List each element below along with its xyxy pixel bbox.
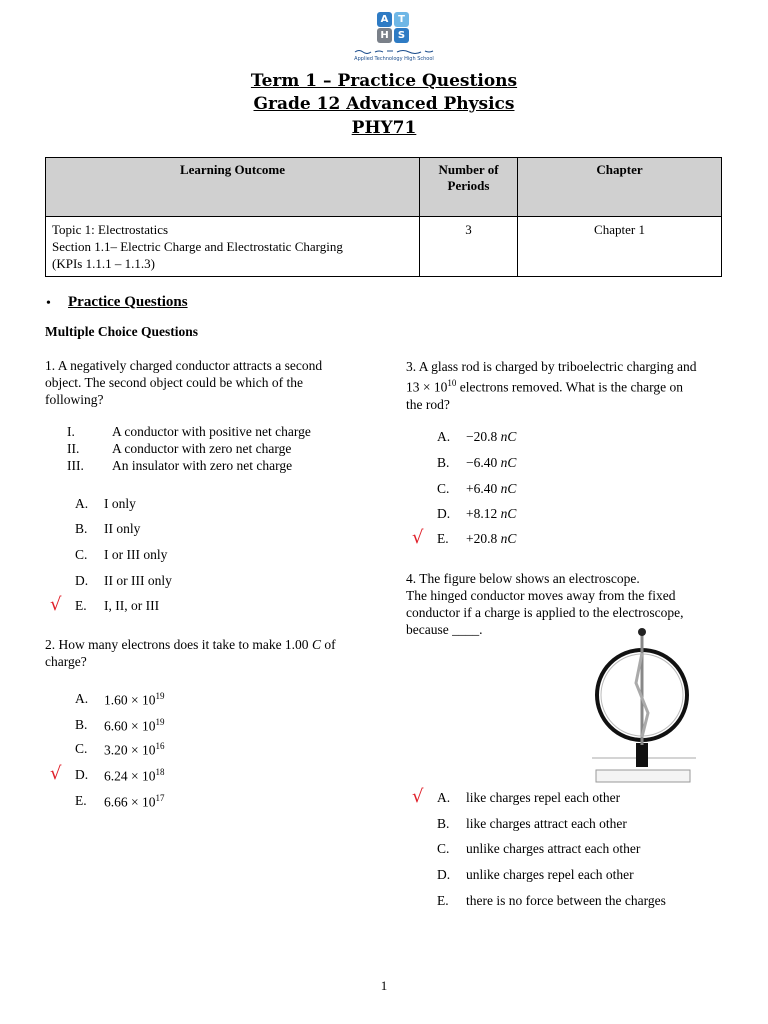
charge-value: −6.40 <box>466 455 498 470</box>
statement-text: An insulator with zero net charge <box>112 458 293 473</box>
option-value[interactable] <box>466 429 516 445</box>
logo-tile-h: H <box>377 28 392 43</box>
statement-numeral: I. <box>67 424 75 439</box>
question-text: A glass rod is charged by triboelectric charging and <box>418 359 697 374</box>
charge-value: +6.40 <box>466 481 498 496</box>
bullet-icon: • <box>46 296 51 311</box>
option-value[interactable] <box>466 481 516 497</box>
option-exponent: 16 <box>155 741 165 751</box>
option-letter[interactable]: D. <box>75 573 89 588</box>
question-3-line-1 <box>406 358 736 375</box>
statement-text: A conductor with positive net charge <box>112 424 311 439</box>
option-letter[interactable]: E. <box>437 531 449 546</box>
option-text[interactable]: II only <box>104 521 141 536</box>
option-letter[interactable]: A. <box>75 691 89 706</box>
option-value[interactable] <box>104 767 165 785</box>
charge-unit: nC <box>500 481 517 496</box>
option-letter[interactable]: E. <box>75 793 87 808</box>
option-base: 3.20 × 10 <box>104 742 156 758</box>
logo-tile-s: S <box>394 28 409 43</box>
header-learning-outcome: Learning Outcome <box>46 158 420 217</box>
page-title-term: Term 1 – Practice Questions <box>250 71 518 91</box>
charge-unit: nC <box>500 531 517 546</box>
mcq-subheading: Multiple Choice Questions <box>45 324 199 339</box>
question-text-part: How many electrons does it take to make 1.00 <box>58 637 312 652</box>
option-value[interactable] <box>466 531 516 547</box>
option-text[interactable]: unlike charges attract each other <box>466 841 641 856</box>
option-letter[interactable]: B. <box>437 455 450 470</box>
question-2-stem <box>45 636 365 670</box>
option-value[interactable] <box>466 506 516 522</box>
option-letter[interactable]: E. <box>437 893 449 908</box>
option-letter[interactable]: C. <box>75 547 88 562</box>
question-number: 3. <box>406 359 417 374</box>
learning-outcome-table <box>45 157 722 277</box>
option-letter[interactable]: B. <box>437 816 450 831</box>
periods-cell: 3 <box>420 217 518 277</box>
logo-tile-a: A <box>377 12 392 27</box>
page-title-course: PHY71 <box>351 118 417 138</box>
statement-text: A conductor with zero net charge <box>112 441 292 456</box>
option-letter[interactable]: A. <box>75 496 89 511</box>
page-title-grade: Grade 12 Advanced Physics <box>253 94 515 114</box>
option-letter[interactable]: D. <box>437 867 451 882</box>
question-number: 2. <box>45 637 56 652</box>
option-text[interactable]: like charges repel each other <box>466 790 621 805</box>
question-text: The figure below shows an electroscope. <box>419 571 640 586</box>
question-number: 1. <box>45 358 56 373</box>
statement-numeral: III. <box>67 458 84 473</box>
option-base: 6.60 × 10 <box>104 718 156 734</box>
option-letter[interactable]: C. <box>437 841 450 856</box>
option-text[interactable]: there is no force between the charges <box>466 893 666 908</box>
correct-answer-check-icon: √ <box>50 763 62 784</box>
question-3-line-2 <box>406 375 736 396</box>
school-logo <box>351 12 437 64</box>
logo-tile-t: T <box>394 12 409 27</box>
charge-value: +8.12 <box>466 506 498 521</box>
option-exponent: 19 <box>155 717 165 727</box>
question-text: A negatively charged conductor attracts a second object. The second object could be which of the following? <box>45 358 323 407</box>
question-3-line-3: the rod? <box>406 396 450 412</box>
logo-tiles <box>377 12 411 44</box>
option-letter[interactable]: D. <box>75 767 89 782</box>
option-base: 6.66 × 10 <box>104 794 156 810</box>
correct-answer-check-icon: √ <box>50 594 62 615</box>
option-value[interactable] <box>104 741 165 759</box>
scientific-exponent: 10 <box>447 378 457 388</box>
option-letter[interactable]: E. <box>75 598 87 613</box>
option-text[interactable]: unlike charges repel each other <box>466 867 634 882</box>
charge-value: +20.8 <box>466 531 498 546</box>
table-header-row <box>46 158 722 217</box>
option-value[interactable] <box>466 455 516 471</box>
option-text[interactable]: I or III only <box>104 547 168 562</box>
charge-unit: nC <box>500 429 517 444</box>
option-letter[interactable]: B. <box>75 521 88 536</box>
charge-value: −20.8 <box>466 429 498 444</box>
outcome-kpis: (KPIs 1.1.1 – 1.1.3) <box>52 256 155 271</box>
question-4-line-2: The hinged conductor moves away from the fixed conductor if a charge is applied to the electroscope, because ____. <box>406 588 684 637</box>
charge-unit: nC <box>500 506 517 521</box>
option-value[interactable] <box>104 691 165 709</box>
option-letter[interactable]: C. <box>75 741 88 756</box>
chapter-cell: Chapter 1 <box>518 217 722 277</box>
option-value[interactable] <box>104 717 165 735</box>
option-base: 1.60 × 10 <box>104 692 156 708</box>
outcome-cell <box>46 217 420 277</box>
charge-unit: nC <box>500 455 517 470</box>
option-letter[interactable]: A. <box>437 790 451 805</box>
section-heading: Practice Questions <box>68 294 188 310</box>
option-exponent: 19 <box>155 691 165 701</box>
option-letter[interactable]: B. <box>75 717 88 732</box>
option-letter[interactable]: D. <box>437 506 451 521</box>
header-number-of-periods: Number of Periods <box>420 158 518 217</box>
option-text[interactable]: II or III only <box>104 573 172 588</box>
option-text[interactable]: I, II, or III <box>104 598 160 613</box>
option-exponent: 17 <box>155 793 165 803</box>
logo-arabic-script <box>353 48 435 54</box>
unit-coulomb: C <box>311 637 321 652</box>
question-number: 4. <box>406 571 417 586</box>
option-base: 6.24 × 10 <box>104 768 156 784</box>
question-text-part: of charge? <box>45 637 336 669</box>
statement-numeral: II. <box>67 441 80 456</box>
option-value[interactable] <box>104 793 165 811</box>
question-1-stem <box>45 357 345 408</box>
question-4-line-1 <box>406 570 722 587</box>
question-text: electrons removed. What is the charge on <box>456 379 684 395</box>
header-chapter: Chapter <box>518 158 722 217</box>
question-3-stem <box>406 358 736 413</box>
page-number: 1 <box>380 978 388 993</box>
logo-school-name: Applied Technology High School <box>354 56 434 62</box>
correct-answer-check-icon: √ <box>412 527 424 548</box>
option-text[interactable]: I only <box>104 496 136 511</box>
electroscope-figure <box>590 625 698 785</box>
correct-answer-check-icon: √ <box>412 786 424 807</box>
option-exponent: 18 <box>155 767 165 777</box>
scientific-base: 13 × 10 <box>406 379 448 395</box>
option-letter[interactable]: A. <box>437 429 451 444</box>
table-row <box>46 217 722 277</box>
outcome-section: Section 1.1– Electric Charge and Electrostatic Charging <box>52 239 343 254</box>
option-letter[interactable]: C. <box>437 481 450 496</box>
option-text[interactable]: like charges attract each other <box>466 816 627 831</box>
outcome-topic: Topic 1: Electrostatics <box>52 222 169 237</box>
